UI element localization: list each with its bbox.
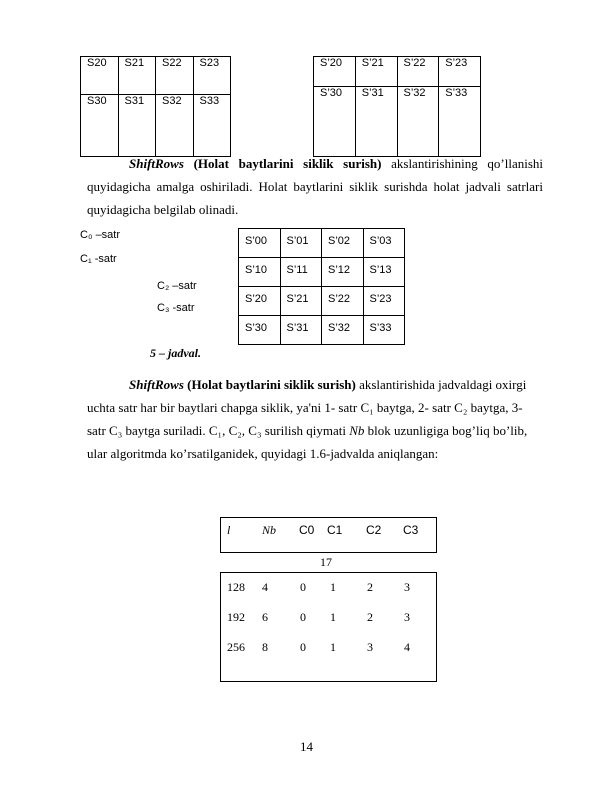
table-cell: S’01 — [280, 229, 322, 258]
term-shiftrows: ShiftRows — [129, 377, 184, 392]
table-cell: 1 — [330, 640, 336, 654]
row-label-c0: C₀ –satr — [80, 229, 121, 241]
paragraph-text: akslantirishining qo’llanishi quyidagicha amalga oshiriladi. Holat baytlarini siklik surishda holat jadvali satrlari quyidagicha belgilab olinadi. — [87, 156, 544, 217]
row-label-c1: C₁ -satr — [80, 253, 117, 265]
table-5-caption: 5 – jadval. — [150, 346, 201, 360]
table-cell: S’20 — [314, 57, 356, 87]
table-cell: 1 — [330, 580, 336, 594]
table-5-state — [238, 228, 405, 345]
table-cell: 3 — [367, 640, 373, 654]
header-c3: C3 — [403, 523, 419, 537]
table-cell: S’22 — [322, 287, 364, 316]
table-cell: 2 — [367, 610, 373, 624]
table-cell: S’20 — [239, 287, 281, 316]
top-left-state-table — [80, 56, 231, 157]
table-cell: S’33 — [439, 87, 481, 157]
paragraph-text: akslantirishida jadvaldagi oxirgi — [359, 377, 527, 392]
table-cell: S’03 — [363, 229, 405, 258]
table-cell: 3 — [404, 580, 410, 594]
table-cell: S’33 — [363, 316, 405, 345]
table-cell: S’13 — [363, 258, 405, 287]
table-cell: 0 — [300, 640, 306, 654]
paragraph-text: uchta satr har bir baytlari chapga siklik, ya'ni 1- satr C₁ baytga, 2- satr C₂ baytga, 3- — [87, 400, 523, 415]
table-cell: S21 — [118, 57, 156, 95]
table-cell: 1 — [330, 610, 336, 624]
paragraph-text: blok uzunligiga bog’liq bo’lib, — [367, 423, 528, 438]
table-row — [221, 580, 436, 600]
row-label-c3: C₃ -satr — [157, 302, 195, 314]
table-cell: 8 — [262, 640, 268, 654]
table-cell: S’21 — [355, 57, 397, 87]
top-right-state-table — [313, 56, 481, 157]
table-cell: 6 — [262, 610, 268, 624]
heading-holat: (Holat baytlarini siklik surish) — [187, 377, 356, 392]
table-1-6-body — [220, 572, 437, 682]
table-cell: S’22 — [397, 57, 439, 87]
paragraph-shiftrows-intro — [87, 152, 543, 221]
table-cell: S’30 — [239, 316, 281, 345]
table-cell: S’02 — [322, 229, 364, 258]
table-1-6-header — [220, 517, 437, 553]
table-cell: S33 — [193, 95, 231, 157]
table-cell: S’31 — [280, 316, 322, 345]
table-cell: S’32 — [397, 87, 439, 157]
paragraph-text: ular algoritmda ko’rsatilganidek, quyidagi 1.6-jadvalda aniqlangan: — [87, 446, 439, 461]
page-number: 14 — [300, 739, 313, 754]
table-cell: S’23 — [363, 287, 405, 316]
table-cell: S’12 — [322, 258, 364, 287]
table-row — [221, 610, 436, 630]
table-cell: 3 — [404, 610, 410, 624]
table-cell: S’00 — [239, 229, 281, 258]
nb-symbol: Nb — [349, 423, 365, 438]
header-nb: Nb — [262, 523, 277, 537]
table-cell: S31 — [118, 95, 156, 157]
table-cell: 0 — [300, 580, 306, 594]
header-c1: C1 — [327, 523, 343, 537]
table-cell: 192 — [227, 610, 245, 624]
heading-holat: (Holat baytlarini siklik surish) — [193, 156, 382, 171]
table-cell: S’10 — [239, 258, 281, 287]
header-l: l — [227, 523, 231, 537]
table-cell: S22 — [156, 57, 194, 95]
table-cell: S32 — [156, 95, 194, 157]
table-cell: S23 — [193, 57, 231, 95]
header-c2: C2 — [366, 523, 382, 537]
table-cell: S’23 — [439, 57, 481, 87]
paragraph-shiftrows-detail — [87, 373, 543, 465]
row-label-c2: C₂ –satr — [157, 280, 197, 292]
paragraph-text: satr C₃ baytga suriladi. C₁, C₂, C₃ surilish qiymati — [87, 423, 346, 438]
table-cell: 0 — [300, 610, 306, 624]
table-cell: 128 — [227, 580, 245, 594]
table-1-6-mid-label: 17 — [320, 555, 332, 569]
table-row — [221, 640, 436, 660]
table-cell: S’32 — [322, 316, 364, 345]
term-shiftrows: ShiftRows — [129, 156, 184, 171]
table-cell: 2 — [367, 580, 373, 594]
header-c0: C0 — [299, 523, 315, 537]
table-cell: 256 — [227, 640, 245, 654]
table-cell: S’21 — [280, 287, 322, 316]
table-cell: 4 — [404, 640, 410, 654]
table-cell: S’30 — [314, 87, 356, 157]
table-cell: S20 — [81, 57, 119, 95]
table-cell: S’31 — [355, 87, 397, 157]
table-cell: 4 — [262, 580, 268, 594]
table-cell: S30 — [81, 95, 119, 157]
table-cell: S’11 — [280, 258, 322, 287]
